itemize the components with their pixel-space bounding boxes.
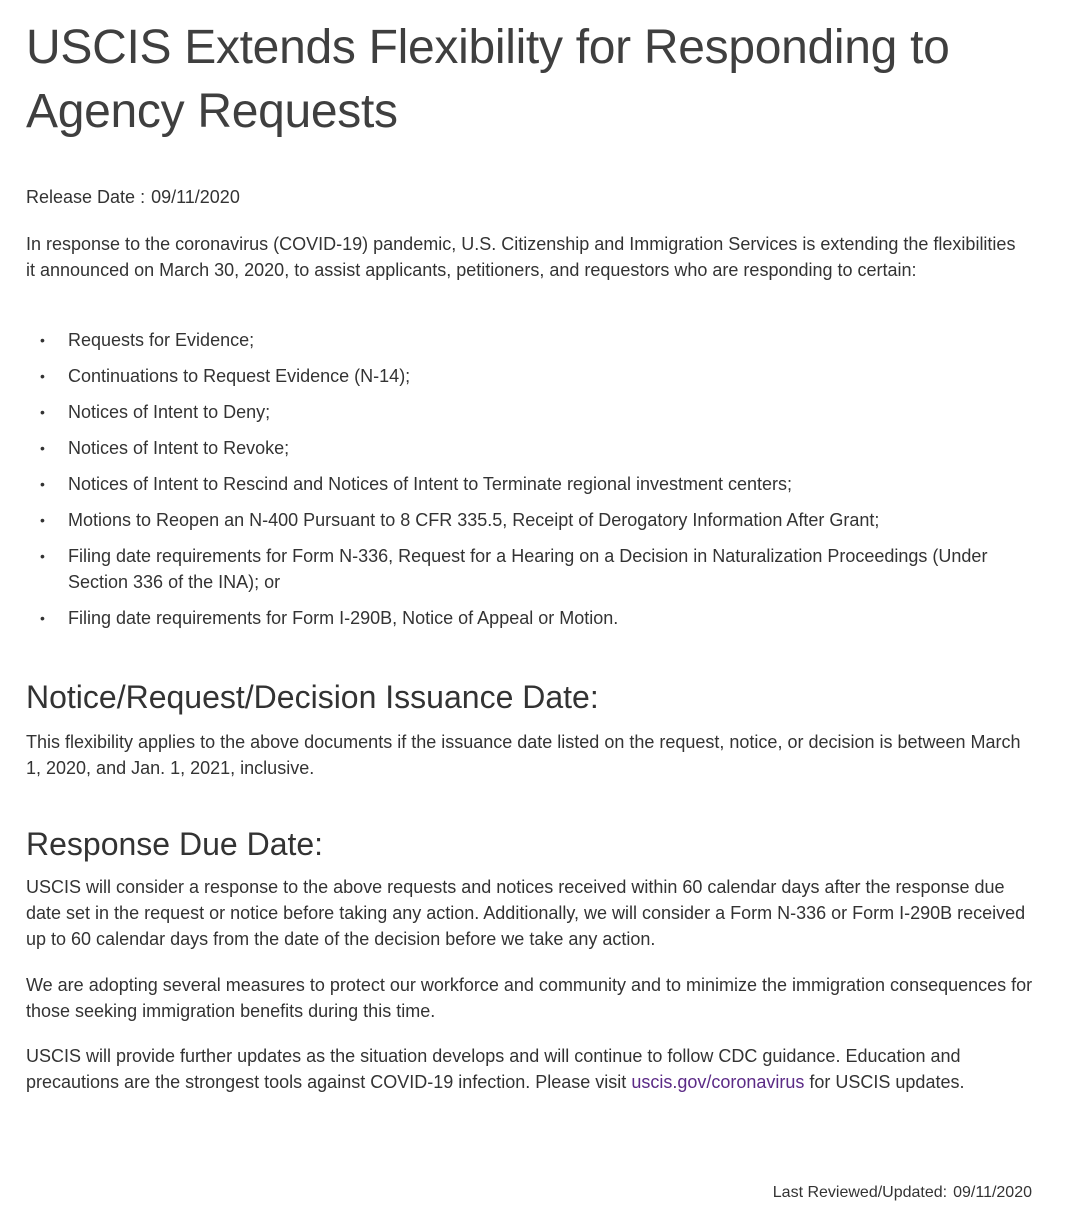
response-due-date-paragraph: USCIS will consider a response to the above requests and notices received within 60 calendar days after the response due date set in the request or notice before taking any action. Additionally, we will consider a Form N-336 or Form I-290B received up to 60 calendar days from the date of the decision before we take any action. [26,877,1026,949]
coronavirus-link[interactable]: uscis.gov/coronavirus [631,1072,805,1092]
response-due-date-heading: Response Due Date: [26,826,324,862]
list-item [40,543,1048,595]
bullet-icon: • [40,476,45,492]
list-item [40,435,1048,461]
list-item [40,507,1048,533]
bullet-icon: • [40,610,45,626]
release-date [26,184,240,210]
list-item [40,605,1048,631]
bullet-icon: • [40,440,45,456]
list-item-text: Motions to Reopen an N-400 Pursuant to 8 CFR 335.5, Receipt of Derogatory Information After Grant; [68,510,880,530]
bullet-icon: • [40,548,45,564]
bullet-icon: • [40,368,45,384]
list-item [40,471,1048,497]
bullet-icon: • [40,332,45,348]
list-item-text: Notices of Intent to Revoke; [68,438,290,458]
issuance-date-paragraph: This flexibility applies to the above documents if the issuance date listed on the request, notice, or decision is between March 1, 2020, and Jan. 1, 2021, inclusive. [26,732,1021,778]
closing-paragraph [26,1043,1036,1095]
release-date-value: 09/11/2020 [151,187,240,207]
page-title: USCIS Extends Flexibility for Responding to Agency Requests [26,21,950,138]
issuance-date-heading: Notice/Request/Decision Issuance Date: [26,679,599,715]
list-item [40,327,1048,353]
list-item [40,363,1048,389]
closing-text-before: USCIS will provide further updates as the situation develops and will continue to follow CDC guidance. Education and precautions are the strongest tools against COVID-19 infection. Please visit [26,1046,961,1092]
list-item-text: Filing date requirements for Form I-290B, Notice of Appeal or Motion. [68,608,619,628]
bullet-icon: • [40,512,45,528]
list-item-text: Continuations to Request Evidence (N-14); [68,366,411,386]
list-item-text: Requests for Evidence; [68,330,255,350]
measures-paragraph: We are adopting several measures to protect our workforce and community and to minimize the immigration consequences for those seeking immigration benefits during this time. [26,975,1033,1021]
intro-paragraph: In response to the coronavirus (COVID-19) pandemic, U.S. Citizenship and Immigration Services is extending the flexibilities it announced on March 30, 2020, to assist applicants, petitioners, and requestors who are responding to certain: [26,234,1016,280]
list-item-text: Filing date requirements for Form N-336, Request for a Hearing on a Decision in Naturalization Proceedings (Under Section 336 of the INA); or [68,546,988,592]
last-updated-label: Last Reviewed/Updated: [772,1184,948,1201]
list-item [40,399,1048,425]
bullet-icon: • [40,404,45,420]
last-updated-value: 09/11/2020 [953,1184,1032,1201]
release-date-label: Release Date : [26,187,146,207]
closing-text-after: for USCIS updates. [804,1072,965,1092]
request-types-list [26,327,1048,641]
list-item-text: Notices of Intent to Rescind and Notices of Intent to Terminate regional investment centers; [68,474,793,494]
last-updated [773,1181,1032,1205]
list-item-text: Notices of Intent to Deny; [68,402,271,422]
